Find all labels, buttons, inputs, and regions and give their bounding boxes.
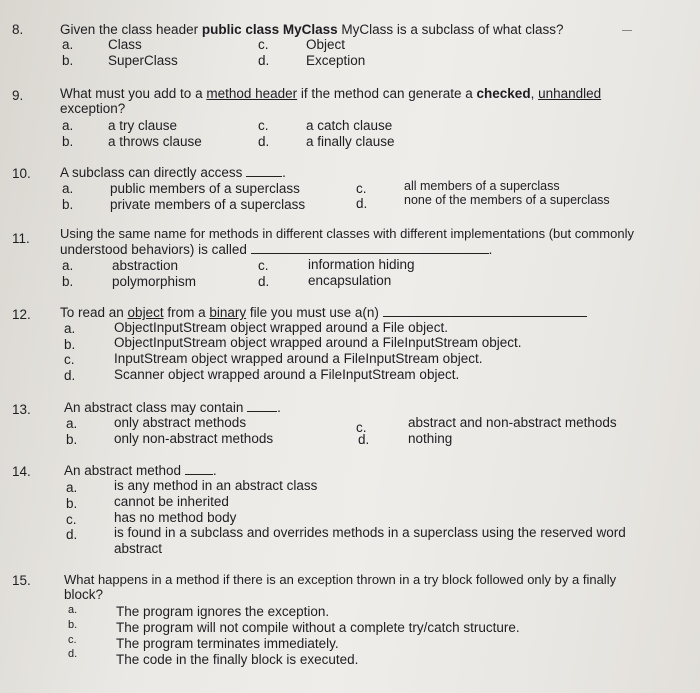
option-letter: b. xyxy=(62,197,74,212)
option-letter: c. xyxy=(258,37,269,52)
question-number: 9. xyxy=(12,88,24,103)
option-letter: d. xyxy=(258,134,270,149)
option-letter: a. xyxy=(62,37,74,52)
option-letter: d. xyxy=(66,527,78,542)
option-text: cannot be inherited xyxy=(114,494,229,509)
option-text: is found in a subclass and overrides methods in a superclass using the reserved word xyxy=(114,525,626,540)
option-letter: d. xyxy=(358,432,370,447)
question-stem-line2: exception? xyxy=(60,101,126,116)
option-text: The program will not compile without a complete try/catch structure. xyxy=(116,620,520,635)
option-text: information hiding xyxy=(308,257,415,272)
option-text: The code in the finally block is executed. xyxy=(116,652,359,667)
question-number: 13. xyxy=(12,402,31,417)
option-text: Exception xyxy=(306,53,366,68)
option-letter: b. xyxy=(64,337,76,352)
question-number: 15. xyxy=(12,573,31,588)
question-stem: Using the same name for methods in different classes with different implementations (but commonly xyxy=(60,226,634,241)
option-letter: a. xyxy=(62,118,74,133)
answer-blank xyxy=(251,242,489,254)
option-text: abstract and non-abstract methods xyxy=(408,415,617,430)
dash-mark xyxy=(622,30,632,31)
option-letter: b. xyxy=(66,496,78,511)
option-letter: b. xyxy=(66,432,78,447)
option-text: private members of a superclass xyxy=(110,197,306,212)
option-text: none of the members of a superclass xyxy=(404,193,610,207)
option-letter: c. xyxy=(68,634,77,646)
answer-blank xyxy=(383,305,587,317)
question-stem-line2: understood behaviors) is called . xyxy=(60,242,493,257)
option-letter: b. xyxy=(62,134,74,149)
option-text: The program terminates immediately. xyxy=(116,636,339,651)
question-number: 10. xyxy=(12,166,31,181)
option-letter: c. xyxy=(258,258,269,273)
option-letter: b. xyxy=(62,53,74,68)
option-text: SuperClass xyxy=(108,53,178,68)
option-text: a finally clause xyxy=(306,134,395,149)
question-stem: An abstract class may contain . xyxy=(64,400,281,415)
option-letter: d. xyxy=(68,648,78,660)
question-stem: What happens in a method if there is an exception thrown in a try block followed only by a finally xyxy=(64,572,617,587)
option-text: public members of a superclass xyxy=(110,181,300,196)
option-letter: c. xyxy=(356,181,367,196)
option-letter: d. xyxy=(356,196,368,211)
option-letter: c. xyxy=(356,420,367,435)
option-letter: a. xyxy=(66,480,78,495)
option-letter: c. xyxy=(64,352,75,367)
option-letter: a. xyxy=(62,258,74,273)
option-text: nothing xyxy=(408,431,453,446)
option-letter: a. xyxy=(64,321,76,336)
option-text: only abstract methods xyxy=(114,415,247,430)
option-letter: b. xyxy=(68,619,78,631)
question-number: 11. xyxy=(12,231,30,246)
question-stem: Given the class header public class MyClass MyClass is a subclass of what class? xyxy=(60,22,564,37)
question-stem: An abstract method . xyxy=(64,463,217,478)
question-stem: A subclass can directly access . xyxy=(60,165,286,180)
option-letter: a. xyxy=(68,604,78,616)
option-text: has no method body xyxy=(114,510,237,525)
option-letter: d. xyxy=(258,53,270,68)
option-text: ObjectInputStream object wrapped around a FileInputStream object. xyxy=(114,335,522,350)
option-text: Scanner object wrapped around a FileInputStream object. xyxy=(114,367,460,382)
question-number: 8. xyxy=(12,22,24,37)
option-letter: c. xyxy=(258,118,269,133)
option-text: only non-abstract methods xyxy=(114,431,274,446)
option-letter: a. xyxy=(66,416,78,431)
option-text: InputStream object wrapped around a FileInputStream object. xyxy=(114,351,483,366)
option-letter: c. xyxy=(66,512,77,527)
answer-blank xyxy=(247,400,277,412)
option-text: is any method in an abstract class xyxy=(114,478,318,493)
option-letter: d. xyxy=(64,368,76,383)
answer-blank xyxy=(246,165,282,177)
answer-blank xyxy=(185,463,213,475)
option-text: all members of a superclass xyxy=(404,179,560,193)
question-number: 12. xyxy=(12,307,31,322)
option-text: Object xyxy=(306,37,346,52)
option-text: polymorphism xyxy=(112,274,197,289)
option-text: abstraction xyxy=(112,258,179,273)
option-text: The program ignores the exception. xyxy=(116,604,330,619)
option-text: a throws clause xyxy=(108,134,202,149)
question-stem-line2: block? xyxy=(64,587,104,602)
option-text: encapsulation xyxy=(308,273,392,288)
question-stem: What must you add to a method header if the method can generate a checked, unhandled xyxy=(60,86,602,101)
option-text: a try clause xyxy=(108,118,178,133)
option-letter: a. xyxy=(62,181,74,196)
option-letter: d. xyxy=(258,274,270,289)
question-number: 14. xyxy=(12,464,31,479)
option-text: ObjectInputStream object wrapped around a File object. xyxy=(114,320,448,335)
option-text: Class xyxy=(108,37,142,52)
option-text-line2: abstract xyxy=(114,541,163,556)
option-letter: b. xyxy=(62,274,74,289)
question-stem: To read an object from a binary file you must use a(n) xyxy=(60,305,587,320)
option-text: a catch clause xyxy=(306,118,393,133)
